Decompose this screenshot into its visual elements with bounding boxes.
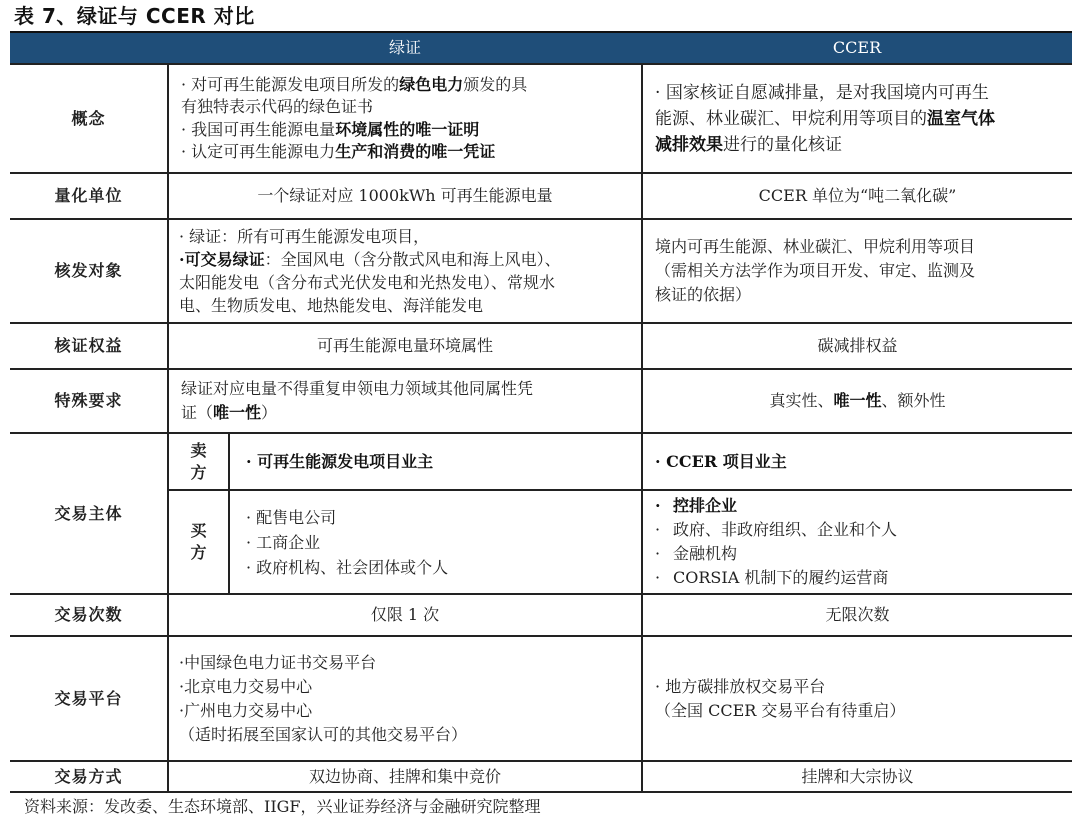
row-special — [10, 369, 1072, 433]
text: · 绿证：所有可再生能源发电项目， — [179, 227, 430, 246]
bullet-icon: · — [655, 544, 661, 563]
list-item: · 配售电公司 — [246, 507, 337, 527]
table-title: 表 7、绿证与 CCER 对比 — [14, 4, 255, 28]
row-label: 量化单位 — [10, 173, 168, 219]
list-item: CORSIA 机制下的履约运营商 — [673, 568, 889, 587]
special-gc-cell — [168, 369, 642, 433]
source-note: 资料来源：发改委、生态环境部、IIGF，兴业证券经济与金融研究院整理 — [24, 797, 541, 816]
text: ） — [261, 403, 278, 422]
ccer-buyer-cell — [642, 490, 1072, 594]
row-unit — [10, 173, 1072, 219]
target-ccer-cell — [642, 219, 1072, 323]
text: （需相关方法学作为项目开发、审定、监测及 — [655, 261, 976, 280]
count-gc-cell: 仅限 1 次 — [168, 594, 642, 636]
header-row — [10, 32, 1072, 64]
text-bold: 温室气体 — [927, 108, 996, 129]
text: 、额外性 — [881, 391, 946, 410]
list-item: · 政府机构、社会团体或个人 — [246, 557, 449, 577]
list-item: · 工商企业 — [246, 532, 321, 552]
text-bold: 唯一性 — [213, 403, 262, 422]
row-label: 核证权益 — [10, 323, 168, 369]
list-item: ·中国绿色电力证书交易平台 — [179, 652, 377, 672]
platform-ccer-cell — [642, 636, 1072, 761]
list-item: 政府、非政府组织、企业和个人 — [673, 520, 898, 539]
row-label: 交易主体 — [10, 433, 168, 594]
ccer-seller-cell: · CCER 项目业主 — [642, 433, 1072, 490]
row-label: 交易平台 — [10, 636, 168, 761]
unit-ccer-cell: CCER 单位为“吨二氧化碳” — [642, 173, 1072, 219]
row-platform — [10, 636, 1072, 761]
text: · 我国可再生能源电量 — [181, 119, 336, 139]
list-item: · 地方碳排放权交易平台 — [655, 676, 826, 696]
text: 证（ — [181, 403, 214, 422]
text: 卖方 — [190, 440, 207, 482]
row-target — [10, 219, 1072, 323]
buyer-label — [168, 490, 229, 594]
bullet-icon: · — [655, 496, 661, 515]
text: 太阳能发电（含分布式光伏发电和光热发电）、常规水 — [179, 273, 556, 292]
row-label: 特殊要求 — [10, 369, 168, 433]
text: · 认定可再生能源电力 — [181, 142, 336, 161]
rights-gc-cell: 可再生能源电量环境属性 — [168, 323, 642, 369]
list-item: ·北京电力交易中心 — [179, 676, 313, 696]
comparison-table — [10, 31, 1072, 793]
gc-seller-cell: · 可再生能源发电项目业主 — [229, 433, 642, 490]
text-bold: 减排效果 — [655, 134, 724, 155]
list-item: 金融机构 — [673, 544, 738, 563]
text-bold: ·可交易绿证 — [179, 250, 265, 269]
row-parties-buyer — [10, 490, 1072, 594]
target-gc-cell — [168, 219, 642, 323]
list-item: 控排企业 — [673, 496, 738, 515]
text: 能源、林业碳汇、甲烷利用等项目的 — [655, 108, 928, 129]
text: 境内可再生能源、林业碳汇、甲烷利用等项目 — [655, 237, 976, 256]
text: ：全国风电（含分散式风电和海上风电）、 — [264, 250, 561, 269]
text: 核证的依据） — [655, 285, 752, 304]
text: · 对可再生能源发电项目所发的 — [181, 74, 400, 94]
text-bold: 唯一性 — [833, 391, 882, 410]
list-item: （适时拓展至国家认可的其他交易平台） — [179, 724, 468, 744]
gc-buyer-cell — [229, 490, 642, 594]
row-method — [10, 761, 1072, 792]
text: 买方 — [190, 521, 207, 562]
row-label: 交易次数 — [10, 594, 168, 636]
text: 颁发的具 — [463, 74, 528, 94]
row-label: 概念 — [10, 64, 168, 173]
text: · 国家核证自愿减排量，是对我国境内可再生 — [655, 82, 989, 103]
special-ccer-cell — [642, 369, 1072, 433]
platform-gc-cell — [168, 636, 642, 761]
row-label: 核发对象 — [10, 219, 168, 323]
bullet-icon: · — [655, 520, 661, 539]
header-blank — [10, 32, 168, 64]
text-bold: 绿色电力 — [399, 74, 464, 94]
unit-gc-cell: 一个绿证对应 1000kWh 可再生能源电量 — [168, 173, 642, 219]
text-bold: 环境属性的唯一证明 — [335, 119, 480, 139]
header-green-cert: 绿证 — [168, 32, 642, 64]
text: 绿证对应电量不得重复申领电力领域其他同属性凭 — [181, 379, 534, 398]
text: 有独特表示代码的绿色证书 — [181, 97, 374, 116]
bullet-icon: · — [655, 568, 661, 587]
text: 进行的量化核证 — [723, 134, 843, 155]
concept-gc-cell — [168, 64, 642, 173]
count-ccer-cell: 无限次数 — [642, 594, 1072, 636]
text: 电、生物质发电、地热能发电、海洋能发电 — [179, 296, 484, 315]
text: 真实性、 — [769, 391, 834, 410]
row-concept — [10, 64, 1072, 173]
rights-ccer-cell: 碳减排权益 — [642, 323, 1072, 369]
method-gc-cell: 双边协商、挂牌和集中竞价 — [168, 761, 642, 792]
concept-ccer-cell — [642, 64, 1072, 173]
text-bold: 生产和消费的唯一凭证 — [335, 142, 496, 161]
row-label: 交易方式 — [10, 761, 168, 792]
row-parties-seller — [10, 433, 1072, 490]
row-rights — [10, 323, 1072, 369]
list-item: ·广州电力交易中心 — [179, 700, 313, 720]
method-ccer-cell: 挂牌和大宗协议 — [642, 761, 1072, 792]
list-item: （全国 CCER 交易平台有待重启） — [655, 700, 906, 720]
header-ccer: CCER — [642, 32, 1072, 64]
row-count — [10, 594, 1072, 636]
seller-label — [168, 433, 229, 490]
